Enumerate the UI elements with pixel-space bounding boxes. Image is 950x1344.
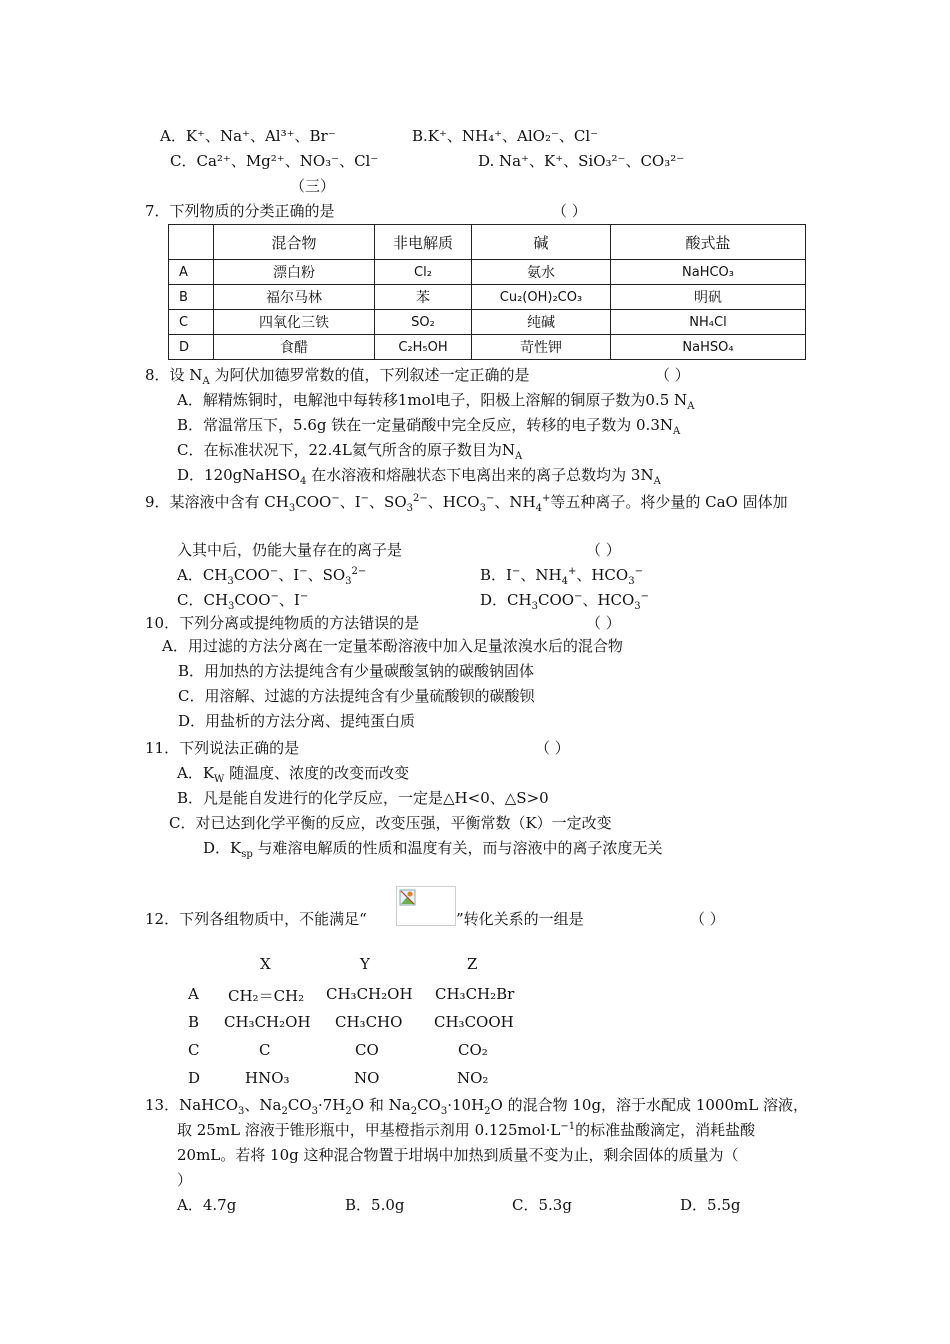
q7-header-cell: 混合物	[214, 225, 375, 260]
q12-header-x: X	[260, 955, 271, 973]
q11-option-a: A．$K_W$ 随温度、浓度的改变而改变	[177, 764, 410, 785]
q9-stem-cont: 入其中后，仍能大量存在的离子是	[177, 541, 403, 559]
q10-stem: 10．下列分离或提纯物质的方法错误的是	[145, 614, 420, 632]
q7-stem: 7．下列物质的分类正确的是	[145, 202, 335, 220]
q7-header-cell	[169, 225, 214, 260]
section-label: （三）	[290, 177, 336, 195]
q7-cell: 明矾	[611, 285, 806, 310]
q11-stem: 11．下列说法正确的是	[145, 739, 300, 757]
q7-cell: 四氧化三铁	[214, 310, 375, 335]
q12-cell: CH₃CH₂Br	[435, 985, 515, 1003]
q7-cell: Cu₂(OH)₂CO₃	[472, 285, 611, 310]
q13-line-2: 取 25mL 溶液于锥形瓶中，甲基橙指示剂用 $0.125mol\cdot L^{-1}$的标准盐酸滴定，消耗盐酸	[177, 1121, 756, 1139]
q12-cell: NO	[354, 1069, 380, 1087]
q7-table	[168, 224, 806, 360]
q12-stem: 12．下列各组物质中，不能满足“	[145, 910, 367, 928]
q12-cell: CH₃COOH	[434, 1013, 514, 1031]
table-row	[169, 310, 806, 335]
q7-cell: D	[169, 335, 214, 360]
q12-cell: NO₂	[457, 1069, 489, 1087]
q8-option-d: D．120gNaHSO$_4$ 在水溶液和熔融状态下电离出来的离子总数均为 $3N_A$	[177, 466, 661, 487]
q12-cell: CO	[355, 1041, 379, 1059]
q7-header-cell: 碱	[472, 225, 611, 260]
q6-option-a: A．K⁺、Na⁺、Al³⁺、Br⁻	[160, 127, 336, 145]
q12-cell: CH₃CHO	[335, 1013, 403, 1031]
q9-option-b: B．I−、$NH_4^+$、$HCO_3^-$	[480, 566, 643, 587]
q7-cell: 苯	[375, 285, 472, 310]
q9-option-d: D．$CH_3COO^-$、$HCO_3^-$	[480, 591, 650, 612]
q9-stem: 9．某溶液中含有 $CH_3COO^-$、I−、$SO_3^{2-}$、$HCO_3^-$、$NH_4^+$等五种离子。将少量的 CaO 固体加	[145, 493, 788, 514]
q9-option-c: C．$CH_3COO^-$、I−	[177, 591, 309, 612]
q7-paren: （ ）	[552, 202, 587, 220]
q7-cell: 苛性钾	[472, 335, 611, 360]
q12-row-label: A	[188, 985, 199, 1003]
q7-cell: 福尔马林	[214, 285, 375, 310]
q12-header-z: Z	[467, 955, 478, 973]
q13-line-3: 20mL。若将 10g 这种混合物置于坩埚中加热到质量不变为止，剩余固体的质量为（	[177, 1146, 739, 1164]
q9-paren: （ ）	[586, 541, 621, 559]
q10-paren: （ ）	[586, 614, 621, 632]
q7-cell: SO₂	[375, 310, 472, 335]
q9-option-a: A．$CH_3COO^-$、I−、$SO_3^{2-}$	[177, 566, 367, 587]
q8-stem: 8．设 $N_A$ 为阿伏加德罗常数的值，下列叙述一定正确的是	[145, 366, 530, 387]
table-row	[169, 285, 806, 310]
table-row	[169, 260, 806, 285]
q7-cell: Cl₂	[375, 260, 472, 285]
broken-image-icon	[399, 889, 417, 907]
q12-cell: CH₂＝CH₂	[228, 987, 305, 1005]
q13-line-4: ）	[177, 1171, 193, 1189]
q10-option-a: A．用过滤的方法分离在一定量苯酚溶液中加入足量浓溴水后的混合物	[162, 637, 623, 655]
q7-cell: NH₄Cl	[611, 310, 806, 335]
q11-option-b: B．凡是能自发进行的化学反应，一定是△H<0、△S>0	[177, 789, 549, 807]
q13-option-b: B．5.0g	[345, 1196, 405, 1214]
q7-header-cell: 非电解质	[375, 225, 472, 260]
q7-header-cell: 酸式盐	[611, 225, 806, 260]
q13-option-d: D．5.5g	[680, 1196, 741, 1214]
q7-cell: B	[169, 285, 214, 310]
q7-cell: NaHCO₃	[611, 260, 806, 285]
q7-cell: 食醋	[214, 335, 375, 360]
q8-option-a: A．解精炼铜时，电解池中每转移1mol电子，阳极上溶解的铜原子数为0.5 $N_A$	[177, 391, 695, 412]
q12-row-label: B	[188, 1013, 200, 1031]
table-row	[169, 335, 806, 360]
q12-stem-end: ”转化关系的一组是	[456, 910, 584, 928]
q13-line-1: 13．NaHCO$_3$、$Na_2CO_3\cdot 7H_2O$ 和 $Na_2CO_3\cdot 10H_2O$ 的混合物 10g，溶于水配成 1000mL 溶液，	[145, 1096, 808, 1117]
q12-row-label: C	[188, 1041, 200, 1059]
q10-option-c: C．用溶解、过滤的方法提纯含有少量硫酸钡的碳酸钡	[178, 687, 535, 705]
q7-cell: 氨水	[472, 260, 611, 285]
q10-option-d: D．用盐析的方法分离、提纯蛋白质	[178, 712, 416, 730]
q12-header-y: Y	[360, 955, 370, 973]
q12-cell: C	[259, 1041, 271, 1059]
q11-option-d: D．$K_{sp}$ 与难溶电解质的性质和温度有关，而与溶液中的离子浓度无关	[203, 839, 663, 860]
q13-option-c: C．5.3g	[512, 1196, 572, 1214]
q11-option-c: C．对已达到化学平衡的反应，改变压强，平衡常数（K）一定改变	[169, 814, 612, 832]
q6-option-d: D. Na⁺、K⁺、SiO₃²⁻、CO₃²⁻	[478, 152, 685, 170]
q12-cell: HNO₃	[245, 1069, 290, 1087]
q12-paren: （ ）	[690, 910, 725, 928]
q12-cell: CH₃CH₂OH	[224, 1013, 311, 1031]
q10-option-b: B．用加热的方法提纯含有少量碳酸氢钠的碳酸钠固体	[178, 662, 535, 680]
q7-cell: NaHSO₄	[611, 335, 806, 360]
q6-option-c: C．Ca²⁺、Mg²⁺、NO₃⁻、Cl⁻	[170, 152, 379, 170]
q8-option-b: B．常温常压下，5.6g 铁在一定量硝酸中完全反应，转移的电子数为 $0.3N_A$	[177, 416, 681, 437]
q7-cell: C₂H₅OH	[375, 335, 472, 360]
q13-option-a: A．4.7g	[177, 1196, 237, 1214]
q12-row-label: D	[188, 1069, 201, 1087]
q11-paren: （ ）	[535, 739, 570, 757]
q7-cell: A	[169, 260, 214, 285]
q7-cell: 纯碱	[472, 310, 611, 335]
q12-cell: CH₃CH₂OH	[326, 985, 413, 1003]
q7-cell: 漂白粉	[214, 260, 375, 285]
q7-table-header	[169, 225, 806, 260]
q7-cell: C	[169, 310, 214, 335]
broken-image-placeholder	[396, 886, 456, 926]
q12-cell: CO₂	[458, 1041, 488, 1059]
q8-paren: （ ）	[655, 366, 690, 384]
q8-option-c: C．在标准状况下，22.4L氦气所含的原子数目为$N_A$	[177, 441, 523, 462]
q6-option-b: B.K⁺、NH₄⁺、AlO₂⁻、Cl⁻	[412, 127, 599, 145]
